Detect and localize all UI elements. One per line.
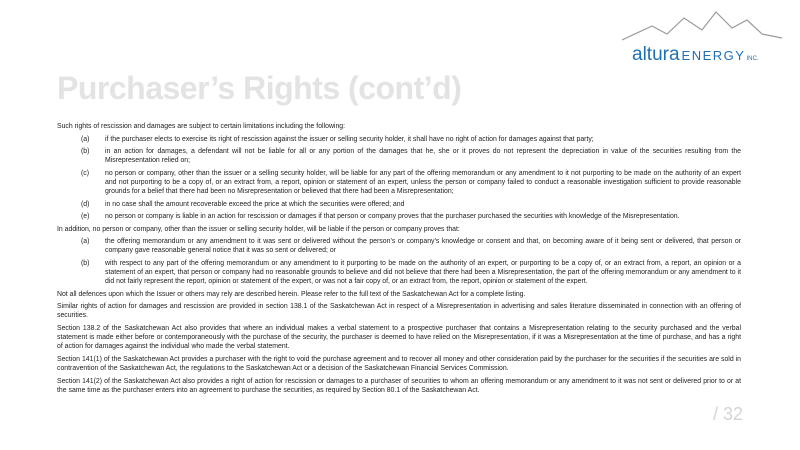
- body-paragraph: Not all defences upon which the Issuer or others may rely are described herein. Please refer to the full text of the Saskatchewan Act for a complete listing.: [57, 290, 526, 298]
- list-item: [57, 259, 741, 287]
- list-item-text: no person or company is liable in an action for rescission or damages if that person or company proves that the purchaser purchased the securities with knowledge of the Misrepresentation.: [105, 213, 680, 221]
- body-paragraph: Section 141(2) of the Saskatchewan Act also provides a right of action for rescission or damages to a purchaser of securities to whom an offering memorandum or any amendment to it was not sent or delivered prior to or at the same time as the purchaser enters into an agreement to purchase the securities, as required by Section 80.1 of the Saskatchewan Act.: [57, 377, 741, 394]
- list-item-label: (d): [81, 200, 90, 208]
- body-content: [57, 122, 741, 398]
- logo-energy: ENERGY: [681, 48, 746, 63]
- list-item-text: with respect to any part of the offering memorandum or any amendment to it purporting to be made on the authority of an expert, or purporting to be a copy of, or an extract from, a report, an opinion or a statement of an expert, that person or company had no reasonable grounds to believe and did not believe that there had been a Misrepresentation, the part of the offering memorandum or any amendment to it did not fairly represent the report, opinion or statement of the expert, or was not a fair copy of, or an extract from, the report, opinion or statement of the expert.: [105, 259, 741, 286]
- page-title: Purchaser’s Rights (cont’d): [57, 70, 462, 106]
- list-item: [57, 237, 741, 255]
- list-item: [57, 147, 741, 165]
- logo-brand: altura: [632, 44, 680, 65]
- mountain-icon: [612, 8, 792, 48]
- list-item-label: (b): [81, 148, 90, 155]
- addition-paragraph: In addition, no person or company, other than the issuer or selling security holder, will be liable if the person or company proves that:: [57, 225, 460, 233]
- body-paragraph: Similar rights of action for damages and rescission are provided in section 138.1 of the Saskatchewan Act in respect of a Misrepresentation in advertising and sales literature disseminated in connection with an offering of securities.: [57, 303, 741, 320]
- page-number: / 32: [712, 404, 743, 424]
- list-item-text: in an action for damages, a defendant will not be liable for all or any portion of the damages that he, she or it proves do not represent the depreciation in value of the securities resulting from the Misrepresentation relied on;: [105, 148, 741, 165]
- body-paragraph: Section 138.2 of the Saskatchewan Act also provides that where an individual makes a verbal statement to a prospective purchaser that contains a Misrepresentation relating to the security purchased and the verbal statement is made either before or contemporaneously with the purchase of the security, the purchaser is deemed to have relied on the Misrepresentation, if it was a Misrepresentation at the time of purchase, and has a right of action for damages against the individual who made the verbal statement.: [57, 324, 741, 351]
- list-item-text: if the purchaser elects to exercise its right of rescission against the issuer or selling security holder, it shall have no right of action for damages against that party;: [105, 135, 594, 143]
- list-item: [57, 200, 741, 209]
- logo-wordmark: [632, 44, 758, 66]
- list-item-label: (c): [81, 169, 90, 177]
- list-item-text: in no case shall the amount recoverable exceed the price at which the securities were offered; and: [105, 200, 405, 208]
- list-item: [57, 169, 741, 197]
- altura-energy-logo: [612, 8, 792, 72]
- list-item-label: (a): [81, 238, 90, 246]
- list-item: [57, 135, 741, 144]
- list-item-label: (e): [81, 213, 90, 221]
- list-item: [57, 212, 741, 221]
- intro-paragraph: Such rights of rescission and damages are subject to certain limitations including the following:: [57, 123, 346, 130]
- logo-inc: INC.: [746, 56, 759, 62]
- list-item-text: no person or company, other than the issuer or a selling security holder, will be liable for any part of the offering memorandum or any amendment to it not purporting to be made on the authority of an expert and not purporting to be a copy of, or an extract from, a report, opinion or statement of an expert, unless the person or company failed to conduct a reasonable investigation sufficient to provide reasonable grounds for a belief that there had been no Misrepresentation or believed that there had been a Misrepresentation;: [105, 169, 741, 196]
- list-item-text: the offering memorandum or any amendment to it was sent or delivered without the person’s or company’s knowledge or consent and that, on becoming aware of it being sent or delivered, that person or company gave reasonable general notice that it was so sent or delivered; or: [105, 238, 741, 255]
- list-item-label: (b): [81, 259, 90, 267]
- body-paragraph: Section 141(1) of the Saskatchewan Act provides a purchaser with the right to void the purchase agreement and to recover all money and other consideration paid by the purchaser for the securities if the securities are sold in contravention of the Saskatchewan Act, the regulations to the Saskatchewan Act or a decision of the Saskatchewan Financial Services Commission.: [57, 355, 741, 373]
- list-item-label: (a): [81, 135, 90, 143]
